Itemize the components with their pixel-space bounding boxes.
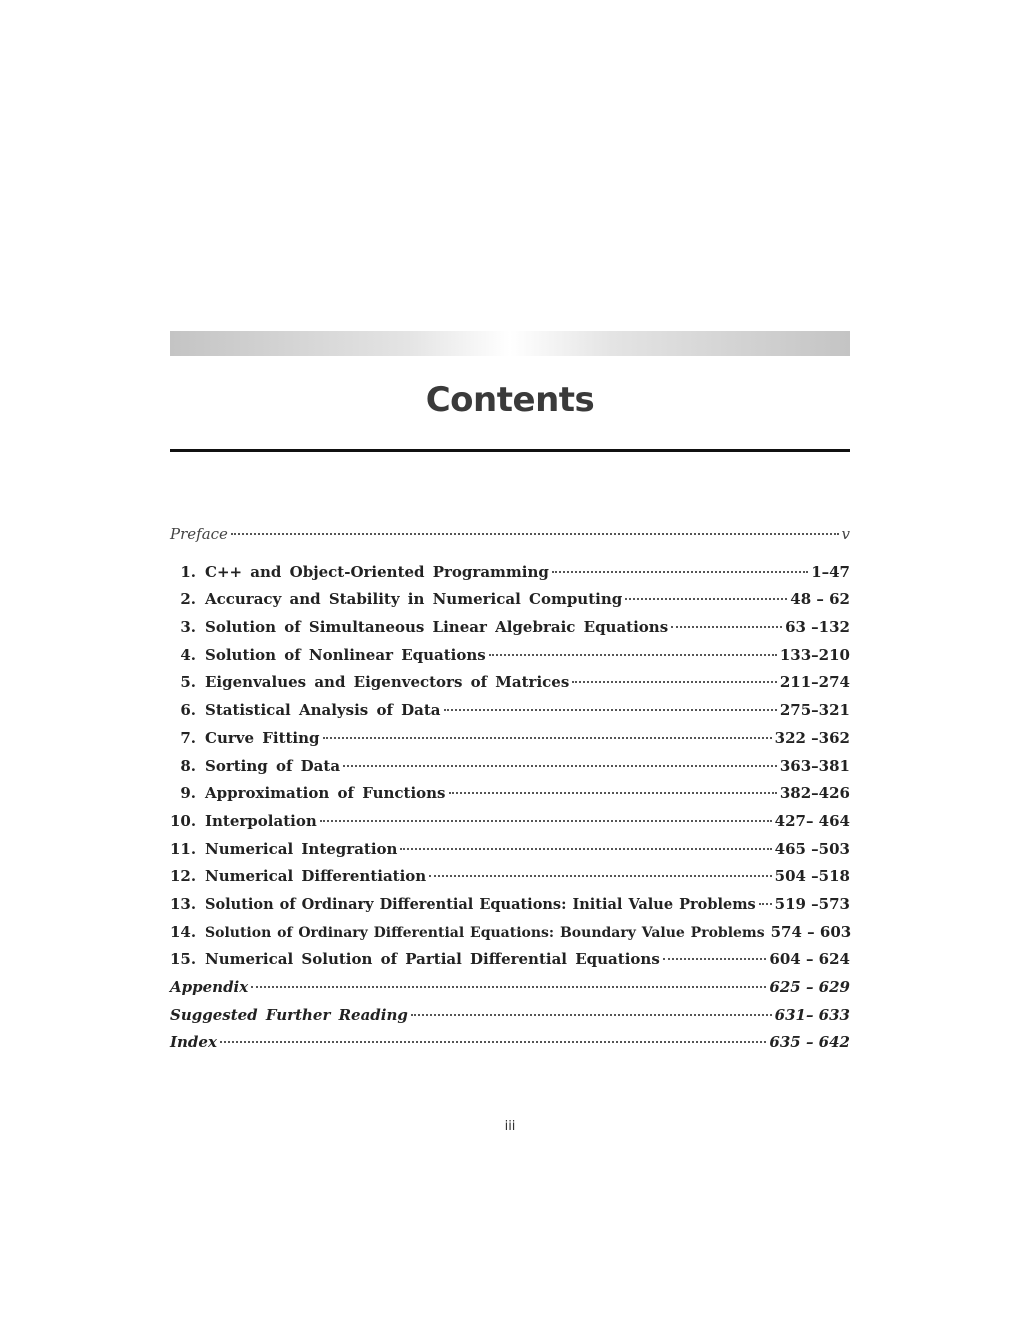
toc-entry-title: Appendix	[170, 978, 249, 996]
toc-entry-pages: 211–274	[779, 673, 850, 692]
toc-entry-title: Preface	[170, 525, 228, 543]
toc-entry-chapter[interactable]	[170, 808, 850, 836]
toc-entry-pages: 363–381	[779, 756, 850, 775]
toc-entry-pages: 427– 464	[774, 811, 850, 830]
chapter-number: 15.	[170, 950, 197, 969]
toc-entry-chapter[interactable]	[170, 891, 850, 919]
toc-entry-chapter[interactable]	[170, 919, 850, 947]
toc-entry-title: Sorting of Data	[205, 756, 341, 775]
toc-entry-pages: 625 – 629	[769, 978, 850, 996]
dot-leader	[343, 765, 777, 767]
dot-leader	[572, 681, 777, 683]
chapter-number: 12.	[170, 867, 197, 886]
chapter-number: 4.	[180, 645, 196, 664]
chapter-number: 10.	[170, 811, 197, 830]
toc-entry-title: Approximation of Functions	[205, 784, 446, 803]
toc-entry-chapter[interactable]	[170, 863, 850, 891]
toc-entry-title: C++ and Object-Oriented Programming	[205, 562, 549, 581]
dot-leader	[400, 848, 771, 850]
chapter-number: 11.	[170, 839, 197, 858]
toc-entry-index[interactable]	[170, 1029, 850, 1057]
toc-entry-chapter[interactable]	[170, 697, 850, 725]
toc-entry-pages: 604 – 624	[769, 950, 850, 969]
toc-entry-title: Solution of Ordinary Differential Equations: Initial Value Problems	[205, 895, 756, 913]
toc-entry-title: Accuracy and Stability in Numerical Computing	[205, 590, 623, 609]
toc-entry-pages: 465 –503	[774, 839, 850, 858]
header-gradient-band	[170, 331, 850, 356]
title-rule	[170, 449, 850, 452]
toc-entry-pages: 382–426	[779, 784, 850, 803]
toc-entry-title: Solution of Nonlinear Equations	[205, 645, 486, 664]
dot-leader	[759, 903, 772, 905]
toc-entry-pages: 48 – 62	[790, 590, 850, 609]
toc-entry-chapter[interactable]	[170, 642, 850, 670]
chapter-number: 7.	[180, 728, 196, 747]
chapter-number: 8.	[180, 756, 196, 775]
toc-entry-chapter[interactable]	[170, 669, 850, 697]
toc-entry-chapter[interactable]	[170, 559, 850, 587]
toc-entry-title: Interpolation	[205, 811, 317, 830]
toc-entry-pages: 63 –132	[785, 618, 850, 637]
toc-entry-title: Numerical Solution of Partial Differential Equations	[205, 950, 660, 969]
chapter-number: 14.	[170, 922, 197, 941]
chapter-number: 3.	[180, 618, 196, 637]
chapter-number: 1.	[180, 562, 196, 581]
toc-entry-chapter[interactable]	[170, 753, 850, 781]
dot-leader	[552, 571, 808, 573]
toc-entry-pages: 133–210	[779, 645, 850, 664]
dot-leader	[411, 1014, 772, 1016]
toc-entry-pages: 1–47	[811, 562, 850, 581]
toc-entry-chapter[interactable]	[170, 946, 850, 974]
toc-entry-pages: 322 –362	[774, 728, 850, 747]
toc-entry-pages: 631– 633	[774, 1005, 850, 1024]
chapter-number: 2.	[180, 590, 196, 609]
toc-entry-title: Index	[170, 1033, 217, 1052]
toc-entry-title: Suggested Further Reading	[170, 1005, 408, 1024]
toc-entry-appendix[interactable]	[170, 974, 850, 1002]
chapter-number: 13.	[170, 894, 197, 913]
toc-entry-pages: 635 – 642	[769, 1033, 850, 1052]
toc-entry-chapter[interactable]	[170, 586, 850, 614]
toc-entry-chapter[interactable]	[170, 836, 850, 864]
dot-leader	[429, 875, 771, 877]
dot-leader	[231, 533, 839, 535]
toc-entry-pages: 275–321	[779, 701, 850, 720]
toc-entry-preface[interactable]	[170, 521, 850, 549]
toc-entry-title: Eigenvalues and Eigenvectors of Matrices	[205, 673, 570, 692]
dot-leader	[444, 709, 777, 711]
table-of-contents	[170, 521, 850, 1057]
dot-leader	[323, 737, 772, 739]
toc-entry-pages: v	[841, 525, 850, 543]
toc-entry-pages: 504 –518	[774, 867, 850, 886]
dot-leader	[489, 654, 777, 656]
toc-entry-chapter[interactable]	[170, 614, 850, 642]
page-title: Contents	[425, 380, 595, 420]
dot-leader	[220, 1041, 767, 1043]
dot-leader	[251, 986, 766, 988]
chapter-number: 9.	[180, 784, 196, 803]
dot-leader	[663, 958, 767, 960]
dot-leader	[320, 820, 772, 822]
toc-entry-chapter[interactable]	[170, 780, 850, 808]
page-number: iii	[504, 1119, 516, 1134]
toc-entry-title: Curve Fitting	[205, 728, 320, 747]
toc-entry-pages: 519 –573	[774, 894, 850, 913]
toc-entry-pages: 574 – 603	[770, 922, 852, 941]
toc-entry-title: Numerical Differentiation	[205, 867, 427, 886]
toc-entry-title: Statistical Analysis of Data	[205, 701, 441, 720]
dot-leader	[625, 598, 787, 600]
chapter-number: 6.	[180, 701, 196, 720]
dot-leader	[671, 626, 782, 628]
toc-entry-further-reading[interactable]	[170, 1002, 850, 1030]
toc-entry-chapter[interactable]	[170, 725, 850, 753]
toc-entry-title: Solution of Simultaneous Linear Algebraic Equations	[205, 618, 669, 637]
dot-leader	[449, 792, 777, 794]
toc-entry-title: Solution of Ordinary Differential Equations: Boundary Value Problems	[205, 924, 765, 941]
chapter-number: 5.	[180, 673, 196, 692]
toc-entry-title: Numerical Integration	[205, 839, 398, 858]
